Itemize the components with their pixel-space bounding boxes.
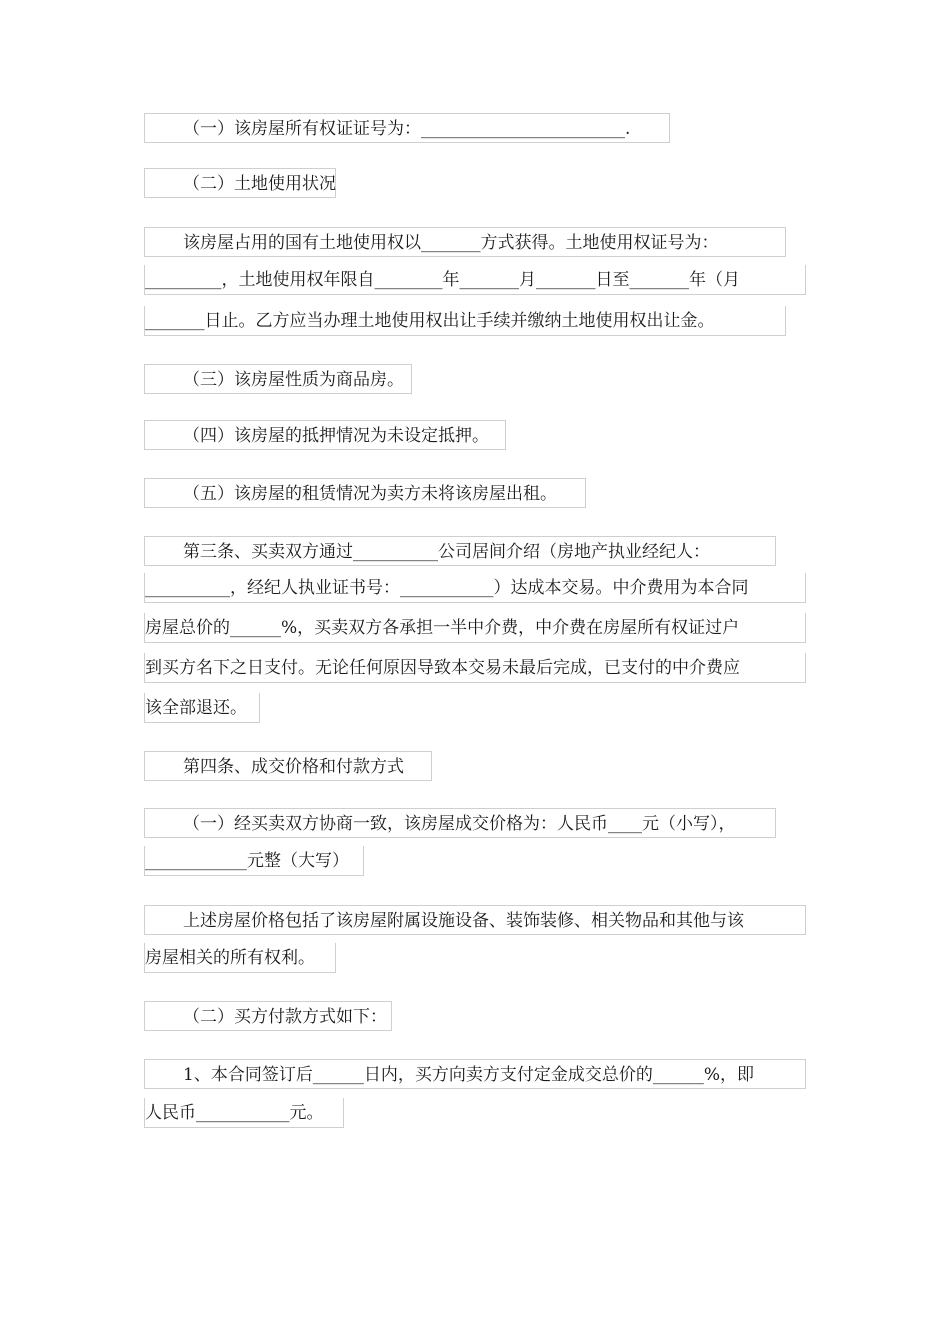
price-includes-line-1: 上述房屋价格包括了该房屋附属设施设备、装饰装修、相关物品和其他与该 xyxy=(144,905,806,935)
paragraph-land-use-line-1: 该房屋占用的国有土地使用权以_______方式获得。土地使用权证号为： xyxy=(144,227,786,257)
article-3-line-1: 第三条、买卖双方通过__________公司居间介绍（房地产执业经纪人： xyxy=(144,536,776,566)
paragraph-mortgage-status: （四）该房屋的抵押情况为未设定抵押。 xyxy=(144,420,506,450)
payment-item-1-line-1: 1、本合同签订后______日内，买方向卖方支付定金成交总价的______%，即 xyxy=(144,1059,806,1089)
paragraph-ownership-cert: （一）该房屋所有权证证号为：________________________. xyxy=(144,113,670,143)
payment-item-1-line-2: 人民币___________元。 xyxy=(144,1098,344,1128)
article-3-line-2: __________，经纪人执业证书号：___________）达成本交易。中介费用为本合同 xyxy=(144,573,806,603)
article-3-line-3: 房屋总价的______%，买卖双方各承担一半中介费，中介费在房屋所有权证过户 xyxy=(144,613,806,643)
price-line-2: ____________元整（大写） xyxy=(144,846,364,876)
paragraph-lease-status: （五）该房屋的租赁情况为卖方未将该房屋出租。 xyxy=(144,478,586,508)
paragraph-land-use-line-3: _______日止。乙方应当办理土地使用权出让手续并缴纳土地使用权出让金。 xyxy=(144,306,786,336)
article-3-line-4: 到买方名下之日支付。无论任何原因导致本交易未最后完成，已支付的中介费应 xyxy=(144,653,806,683)
article-4-heading: 第四条、成交价格和付款方式 xyxy=(144,751,432,781)
section-land-use-heading: （二）土地使用状况 xyxy=(144,168,336,198)
paragraph-property-nature: （三）该房屋性质为商品房。 xyxy=(144,364,412,394)
payment-method-heading: （二）买方付款方式如下： xyxy=(144,1001,392,1031)
price-includes-line-2: 房屋相关的所有权利。 xyxy=(144,943,336,973)
paragraph-land-use-line-2: _________，土地使用权年限自________年_______月_______日至_______年（月 xyxy=(144,265,806,295)
price-line-1: （一）经买卖双方协商一致，该房屋成交价格为：人民币____元（小写）， xyxy=(144,808,776,838)
article-3-line-5: 该全部退还。 xyxy=(144,693,260,723)
